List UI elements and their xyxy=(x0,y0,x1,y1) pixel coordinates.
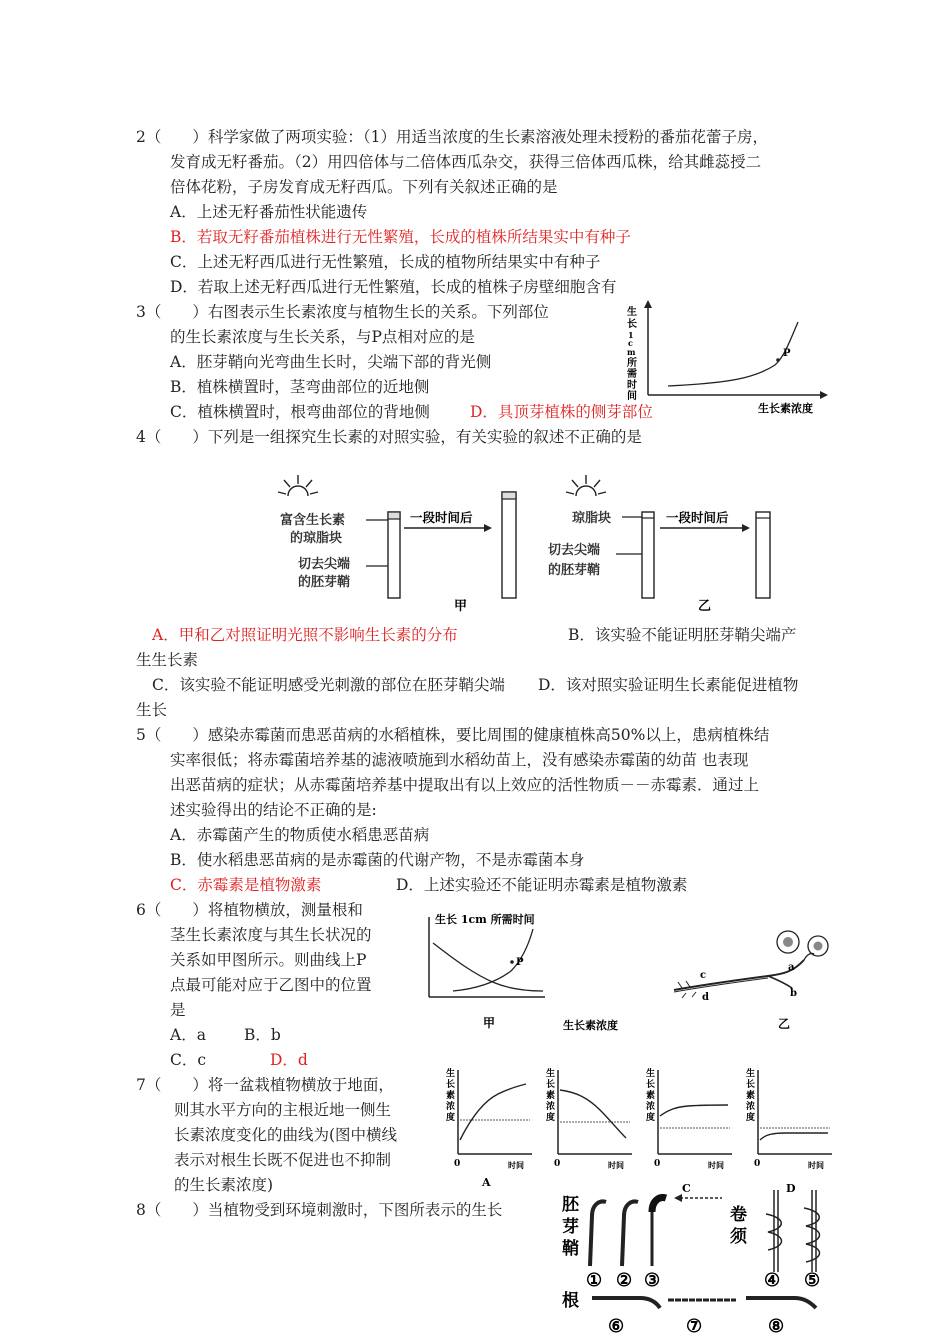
q8-fig-n4: ④ xyxy=(764,1270,781,1291)
q7-stem-line1: 7（ ）将一盆栽植物横放于地面， xyxy=(136,1076,394,1094)
q3-fig-ylabel-1: 长 xyxy=(627,319,637,330)
q3-fig-point-label: P xyxy=(783,348,791,359)
q4-figure xyxy=(270,470,790,616)
q7-ylabel-a-0: 生 xyxy=(446,1069,456,1079)
q4-stem: 4（ ）下列是一组探究生长素的对照实验，有关实验的叙述不正确的是 xyxy=(136,428,642,446)
q3-option-b: B．植株横置时，茎弯曲部位的近地侧 xyxy=(170,378,430,396)
q8-stem: 8（ ）当植物受到环境刺激时，下图所表示的生长 xyxy=(136,1201,503,1219)
q2-option-c: C．上述无籽西瓜进行无性繁殖，长成的植物所结果实中有种子 xyxy=(170,253,601,271)
q7-chart-c-label: C xyxy=(682,1182,691,1195)
q8-fig-n2: ② xyxy=(616,1270,633,1291)
q6-fig-pos-c: c xyxy=(700,970,707,981)
q3-fig-ylabel-8: 间 xyxy=(627,391,637,402)
q7-ylabel-c-4: 度 xyxy=(646,1113,656,1123)
q4-fig-cut1-a: 切去尖端 xyxy=(298,557,351,572)
q8-fig-peiyaqiao-1: 芽 xyxy=(562,1217,579,1237)
q3-fig-ylabel-6: 需 xyxy=(627,369,637,380)
q3-fig-ylabel-7: 时 xyxy=(627,380,637,391)
q4-fig-cut2-a: 的胚芽鞘 xyxy=(298,575,351,590)
q7-ylabel-a-1: 长 xyxy=(446,1080,456,1090)
q7-chart-a-label: A xyxy=(482,1176,491,1189)
q7-figure xyxy=(436,1058,836,1198)
q5-stem-line1: 5（ ）感染赤霉菌而患恶苗病的水稻植株，要比周围的健康植株高50%以上，患病植株结 xyxy=(136,726,770,744)
q8-fig-n5: ⑤ xyxy=(804,1270,821,1291)
q3-fig-ylabel-3: c xyxy=(628,338,633,348)
q7-ylabel-d-3: 浓 xyxy=(746,1102,756,1112)
q6-stem-line2: 茎生长素浓度与其生长状况的 xyxy=(170,926,372,944)
q6-fig-pos-b: b xyxy=(790,988,797,999)
q8-fig-n7: ⑦ xyxy=(686,1316,703,1337)
q7-chart-d xyxy=(754,1070,832,1170)
q3-option-a: A．胚芽鞘向光弯曲生长时，尖端下部的背光侧 xyxy=(170,353,492,371)
q6-option-d: D．d xyxy=(270,1051,308,1069)
q8-fig-n8: ⑧ xyxy=(768,1316,785,1337)
q3-fig-ylabel-4: m xyxy=(627,347,636,357)
q6-option-b: B．b xyxy=(244,1026,281,1044)
q2-stem-line3: 倍体花粉，子房发育成无籽西瓜。下列有关叙述正确的是 xyxy=(170,178,558,196)
q8-fig-n3: ③ xyxy=(644,1270,661,1291)
q5-stem-line2: 实率很低；将赤霉菌培养基的滤液喷施到水稻幼苗上，没有感染赤霉菌的幼苗 也表现 xyxy=(170,751,749,769)
q7-chart-b xyxy=(554,1070,632,1170)
q7-ylabel-c-3: 浓 xyxy=(646,1102,656,1112)
q8-fig-gen: 根 xyxy=(562,1291,579,1311)
q3-fig-ylabel-0: 生 xyxy=(627,307,637,318)
q7-ylabel-c-2: 素 xyxy=(646,1091,656,1101)
q7-chart-c-xlabel: 时间 xyxy=(708,1160,724,1170)
q8-fig-juanxu-0: 卷 xyxy=(730,1205,747,1225)
q2-stem-line1: 2（ ）科学家做了两项实验：（1）用适当浓度的生长素溶液处理未授粉的番茄花蕾子房， xyxy=(136,128,768,146)
q5-option-b: B．使水稻患恶苗病的是赤霉菌的代谢产物，不是赤霉菌本身 xyxy=(170,851,585,869)
q2-option-a: A．上述无籽番茄性状能遗传 xyxy=(170,203,368,221)
q7-ylabel-b-0: 生 xyxy=(546,1069,556,1079)
q7-stem-line3: 长素浓度变化的曲线为(图中横线 xyxy=(174,1126,398,1144)
q4-fig-label-jia: 甲 xyxy=(454,599,468,614)
q2-option-d: D．若取上述无籽西瓜进行无性繁殖，长成的植株子房壁细胞含有 xyxy=(170,278,617,296)
q6-fig-pos-d: d xyxy=(702,992,709,1003)
q6-fig-pos-a: a xyxy=(788,962,795,973)
q4-fig-arrow-label-b: 一段时间后 xyxy=(666,510,729,525)
q7-stem-line4: 表示对根生长既不促进也不抑制 xyxy=(174,1151,392,1169)
q7-stem-line2: 则其水平方向的主根近地一侧生 xyxy=(174,1101,392,1119)
q7-ylabel-b-3: 浓 xyxy=(546,1102,556,1112)
q5-option-d: D．上述实验还不能证明赤霉素是植物激素 xyxy=(396,876,688,894)
q3-stem-line2: 的生长素浓度与生长关系，与P点相对应的是 xyxy=(170,328,475,346)
q6-stem-line1: 6（ ）将植物横放，测量根和 xyxy=(136,901,363,919)
q8-fig-n6: ⑥ xyxy=(608,1316,625,1337)
q7-ylabel-d-2: 素 xyxy=(746,1091,756,1101)
q6-stem-line5: 是 xyxy=(170,1001,186,1019)
q7-ylabel-b-1: 长 xyxy=(546,1080,556,1090)
sun-icon xyxy=(566,475,606,496)
q3-option-d: D．具顶芽植株的侧芽部位 xyxy=(470,403,653,421)
q3-fig-ylabel-2: 1 xyxy=(628,330,634,340)
q6-fig-label-yi: 乙 xyxy=(778,1017,791,1031)
q6-option-c: C．c xyxy=(170,1051,207,1069)
q6-stem-line4: 点最可能对应于乙图中的位置 xyxy=(170,976,372,994)
q7-chart-c xyxy=(654,1070,732,1170)
q5-stem-line4: 述实验得出的结论不正确的是: xyxy=(170,801,377,819)
q7-ylabel-a-4: 度 xyxy=(446,1113,456,1123)
q6-stem-line3: 关系如甲图所示。则曲线上P xyxy=(170,951,367,969)
sun-icon xyxy=(278,475,318,496)
q8-fig-peiyaqiao-0: 胚 xyxy=(562,1195,579,1215)
q7-ylabel-b-4: 度 xyxy=(546,1113,556,1123)
q7-stem-line5: 的生长素浓度) xyxy=(174,1176,274,1194)
q3-figure xyxy=(620,300,840,418)
q7-chart-a-xlabel: 时间 xyxy=(508,1160,524,1170)
q4-option-c: C．该实验不能证明感受光刺激的部位在胚芽鞘尖端 xyxy=(152,676,505,694)
q5-stem-line3: 出恶苗病的症状；从赤霉菌培养基中提取出有以上效应的活性物质－－赤霉素．通过上 xyxy=(170,776,760,794)
q8-fig-n1: ① xyxy=(586,1270,603,1291)
q6-figure-yi xyxy=(668,918,854,1032)
q7-ylabel-c-0: 生 xyxy=(646,1069,656,1079)
q7-ylabel-b-2: 素 xyxy=(546,1091,556,1101)
q4-fig-jia-label2: 的琼脂块 xyxy=(290,531,343,546)
q8-fig-juanxu-1: 须 xyxy=(730,1227,747,1247)
q6-fig-point: P xyxy=(516,957,524,968)
q7-ylabel-c-1: 长 xyxy=(646,1080,656,1090)
q4-option-b: B．该实验不能证明胚芽鞘尖端产 xyxy=(568,626,797,644)
q7-chart-b-origin: 0 xyxy=(554,1159,561,1169)
q8-fig-peiyaqiao-2: 鞘 xyxy=(562,1239,579,1259)
q6-fig-xlabel: 生长素浓度 xyxy=(563,1019,618,1032)
q7-chart-a xyxy=(454,1070,532,1189)
q7-ylabel-d-1: 长 xyxy=(746,1080,756,1090)
q4-option-d-cont: 生长 xyxy=(136,701,168,719)
q7-chart-c-origin: 0 xyxy=(654,1159,661,1169)
q4-fig-cut1-b: 切去尖端 xyxy=(548,543,601,558)
q7-chart-a-origin: 0 xyxy=(454,1159,461,1169)
q7-ylabel-a-3: 浓 xyxy=(446,1102,456,1112)
q5-option-c: C．赤霉素是植物激素 xyxy=(170,876,322,894)
q4-fig-arrow-label-a: 一段时间后 xyxy=(410,510,473,525)
q4-fig-jia-label1: 富含生长素 xyxy=(280,513,346,528)
q3-fig-xlabel: 生长素浓度 xyxy=(758,402,813,415)
q6-fig-title: 生长 1cm 所需时间 xyxy=(435,913,535,926)
q8-figure xyxy=(556,1186,846,1338)
q2-option-b: B．若取无籽番茄植株进行无性繁殖，长成的植株所结果实中有种子 xyxy=(170,228,631,246)
q6-option-a: A．a xyxy=(170,1026,206,1044)
q4-fig-yi-label: 琼脂块 xyxy=(572,511,612,526)
q4-option-b-cont: 生生长素 xyxy=(136,651,199,669)
q3-stem-line1: 3（ ）右图表示生长素浓度与植物生长的关系。下列部位 xyxy=(136,303,549,321)
q7-chart-d-label: D xyxy=(786,1182,796,1195)
q7-chart-d-origin: 0 xyxy=(754,1159,761,1169)
q7-ylabel-d-4: 度 xyxy=(746,1113,756,1123)
q7-ylabel-a-2: 素 xyxy=(446,1091,456,1101)
q7-ylabel-d-0: 生 xyxy=(746,1069,756,1079)
q7-chart-d-xlabel: 时间 xyxy=(808,1160,824,1170)
q3-option-c: C．植株横置时，根弯曲部位的背地侧 xyxy=(170,403,430,421)
q3-fig-ylabel-5: 所 xyxy=(627,358,637,369)
q5-option-a: A．赤霉菌产生的物质使水稻患恶苗病 xyxy=(170,826,430,844)
q4-option-a: A．甲和乙对照证明光照不影响生长素的分布 xyxy=(152,626,458,644)
q7-chart-b-xlabel: 时间 xyxy=(608,1160,624,1170)
q4-fig-label-yi: 乙 xyxy=(698,599,712,614)
q4-fig-cut2-b: 的胚芽鞘 xyxy=(548,563,601,578)
q6-figure-jia xyxy=(415,905,645,1033)
q6-fig-label-jia: 甲 xyxy=(483,1016,496,1030)
q4-option-d: D．该对照实验证明生长素能促进植物 xyxy=(538,676,799,694)
q2-stem-line2: 发育成无籽番茄。（2）用四倍体与二倍体西瓜杂交，获得三倍体西瓜株，给其雌蕊授二 xyxy=(170,153,762,171)
